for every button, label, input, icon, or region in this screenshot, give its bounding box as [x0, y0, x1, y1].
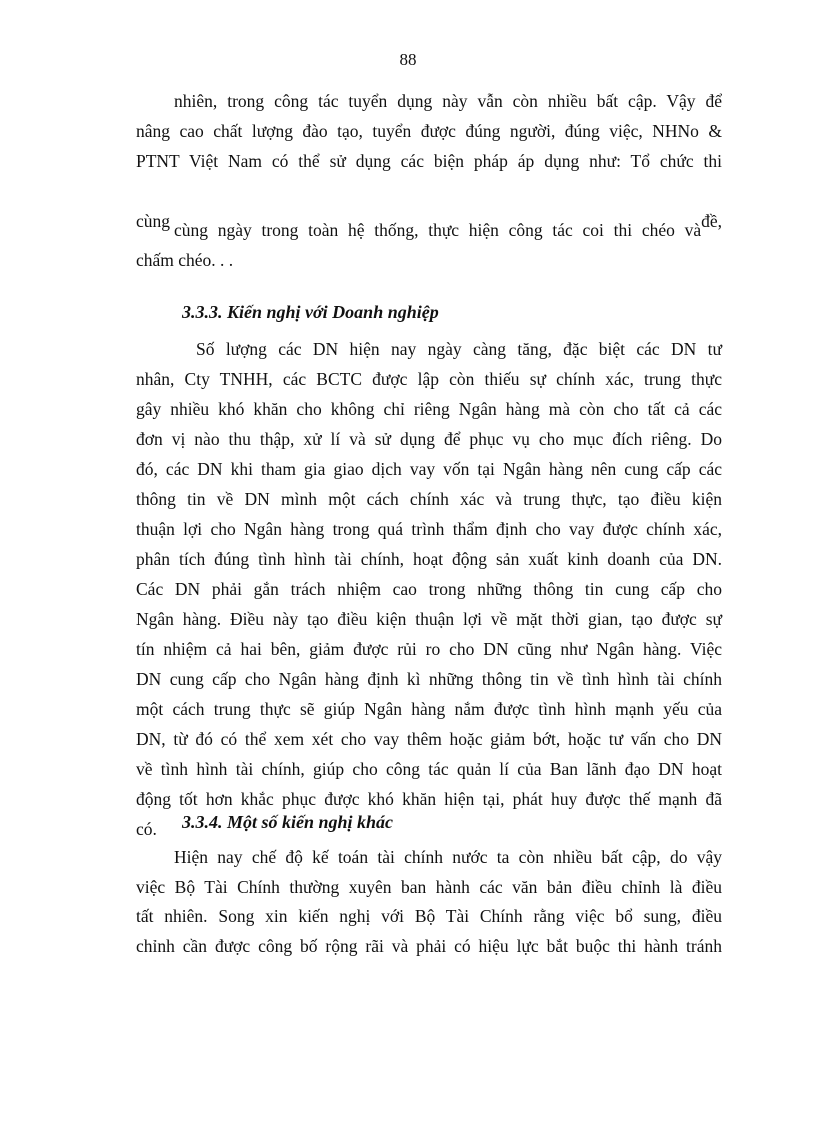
text-fragment: đề, [701, 211, 722, 231]
text-line: tín nhiệm cả hai bên, giảm được rủi ro cho DN cũng như Ngân hàng. Việc [136, 639, 722, 659]
text-line: nâng cao chất lượng đào tạo, tuyển được đúng người, đúng việc, NHNo & [136, 121, 722, 141]
page-number: 88 [399, 50, 417, 69]
text-line: chấm chéo. . . [136, 250, 234, 270]
section-heading-3-3-3: 3.3.3. Kiến nghị với Doanh nghiệp [182, 302, 439, 322]
text-line: gây nhiều khó khăn cho không chỉ riêng Ngân hàng mà còn cho tất cả các [136, 399, 722, 419]
text-line: nhân, Cty TNHH, các BCTC được lập còn thiếu sự chính xác, trung thực [136, 369, 722, 389]
text-line: thông tin về DN mình một cách chính xác và trung thực, tạo điều kiện [136, 489, 722, 509]
text-line: thuận lợi cho Ngân hàng trong quá trình thẩm định cho vay được chính xác, [136, 519, 722, 539]
text-line: cùng ngày trong toàn hệ thống, thực hiện công tác coi thi chéo và [174, 220, 702, 240]
text-line: nhiên, trong công tác tuyển dụng này vẫn còn nhiều bất cập. Vậy để [174, 91, 722, 111]
text-line: Hiện nay chế độ kế toán tài chính nước ta còn nhiều bất cập, do vậy [174, 847, 722, 867]
text-line: việc Bộ Tài Chính thường xuyên ban hành các văn bản điều chỉnh là điều [136, 876, 722, 897]
text-line: Các DN phải gắn trách nhiệm cao trong những thông tin cung cấp cho [136, 579, 722, 599]
text-fragment: cùng [136, 211, 171, 231]
section-heading-3-3-4: 3.3.4. Một số kiến nghị khác [182, 812, 394, 832]
text-line: một cách trung thực sẽ giúp Ngân hàng nắm được tình hình mạnh yếu của [136, 699, 722, 719]
text-line: DN cung cấp cho Ngân hàng định kì những thông tin về tình hình tài chính [136, 669, 722, 689]
text-line: đó, các DN khi tham gia giao dịch vay vốn tại Ngân hàng nên cung cấp các [136, 459, 722, 479]
text-line: có. [136, 819, 157, 839]
paragraph-recruitment [136, 86, 722, 275]
text-line: Ngân hàng. Điều này tạo điều kiện thuận lợi về mặt thời gian, tạo được sự [136, 609, 722, 629]
text-line: về tình hình tài chính, giúp cho công tác quản lí của Ban lãnh đạo DN hoạt [136, 759, 722, 779]
text-line: đơn vị nào thu thập, xử lí và sử dụng để phục vụ cho mục đích riêng. Do [136, 429, 722, 449]
text-line: DN, từ đó có thể xem xét cho vay thêm hoặc giảm bớt, hoặc tư vấn cho DN [136, 729, 722, 749]
text-line: phân tích đúng tình hình tài chính, hoạt động sản xuất kinh doanh của DN. [136, 549, 722, 569]
paragraph-other-recommendations [136, 843, 722, 961]
text-line: tất nhiên. Song xin kiến nghị với Bộ Tài Chính rằng việc bổ sung, điều [136, 906, 722, 926]
text-line: Số lượng các DN hiện nay ngày càng tăng, đặc biệt các DN tư [196, 339, 722, 359]
text-line: chỉnh cần được công bố rộng rãi và phải có hiệu lực bắt buộc thi hành tránh [136, 935, 722, 956]
paragraph-enterprise-recommendation [136, 334, 722, 844]
text-line: PTNT Việt Nam có thể sử dụng các biện pháp áp dụng như: Tổ chức thi [136, 151, 722, 171]
text-line: động tốt hơn khắc phục được khó khăn hiện tại, phát huy được thế mạnh đã [136, 789, 722, 809]
